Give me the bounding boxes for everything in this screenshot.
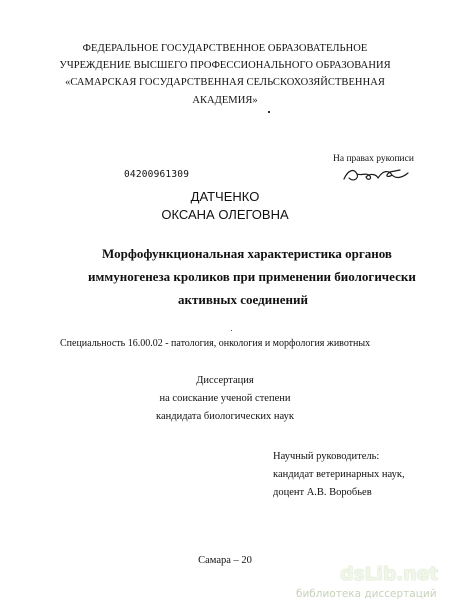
speck: [268, 111, 270, 113]
speck: [231, 330, 232, 331]
site-watermark: [296, 563, 439, 605]
watermark-subtitle: библиотека диссертаций: [296, 588, 437, 600]
institution-line-1: ФЕДЕРАЛЬНОЕ ГОСУДАРСТВЕННОЕ ОБРАЗОВАТЕЛЬНОЕ: [82, 43, 368, 54]
supervisor-label: Научный руководитель:: [273, 451, 380, 462]
supervisor-degree: кандидат ветеринарных наук,: [273, 469, 405, 480]
city-year: Самара – 20: [198, 555, 252, 566]
degree-name: кандидата биологических наук: [156, 411, 294, 422]
handwritten-signature: [340, 164, 412, 186]
specialty: Специальность 16.00.02 - патология, онкология и морфология животных: [60, 338, 371, 349]
supervisor-name: доцент А.В. Воробьев: [273, 487, 372, 498]
dissertation-label: Диссертация: [196, 375, 254, 386]
institution-line-3: «САМАРСКАЯ ГОСУДАРСТВЕННАЯ СЕЛЬСКОХОЗЯЙСТВЕННАЯ: [65, 77, 385, 88]
dissertation-title-line-3: активных соединений: [178, 292, 308, 307]
author-names: ОКСАНА ОЛЕГОВНА: [161, 207, 289, 222]
degree-purpose: на соискание ученой степени: [159, 393, 291, 404]
dissertation-title-line-2: иммуногенеза кроликов при применении биологически: [88, 269, 416, 284]
watermark-logo: dsLib.net: [340, 563, 439, 585]
institution-line-2: УЧРЕЖДЕНИЕ ВЫСШЕГО ПРОФЕССИОНАЛЬНОГО ОБРАЗОВАНИЯ: [59, 60, 391, 71]
author-surname: ДАТЧЕНКО: [190, 189, 260, 204]
institution-line-4: АКАДЕМИЯ»: [192, 95, 258, 106]
manuscript-rights-note: На правах рукописи: [333, 154, 414, 164]
dissertation-title-line-1: Морфофункциональная характеристика органов: [102, 246, 392, 261]
archive-number: 04200961309: [124, 169, 190, 180]
